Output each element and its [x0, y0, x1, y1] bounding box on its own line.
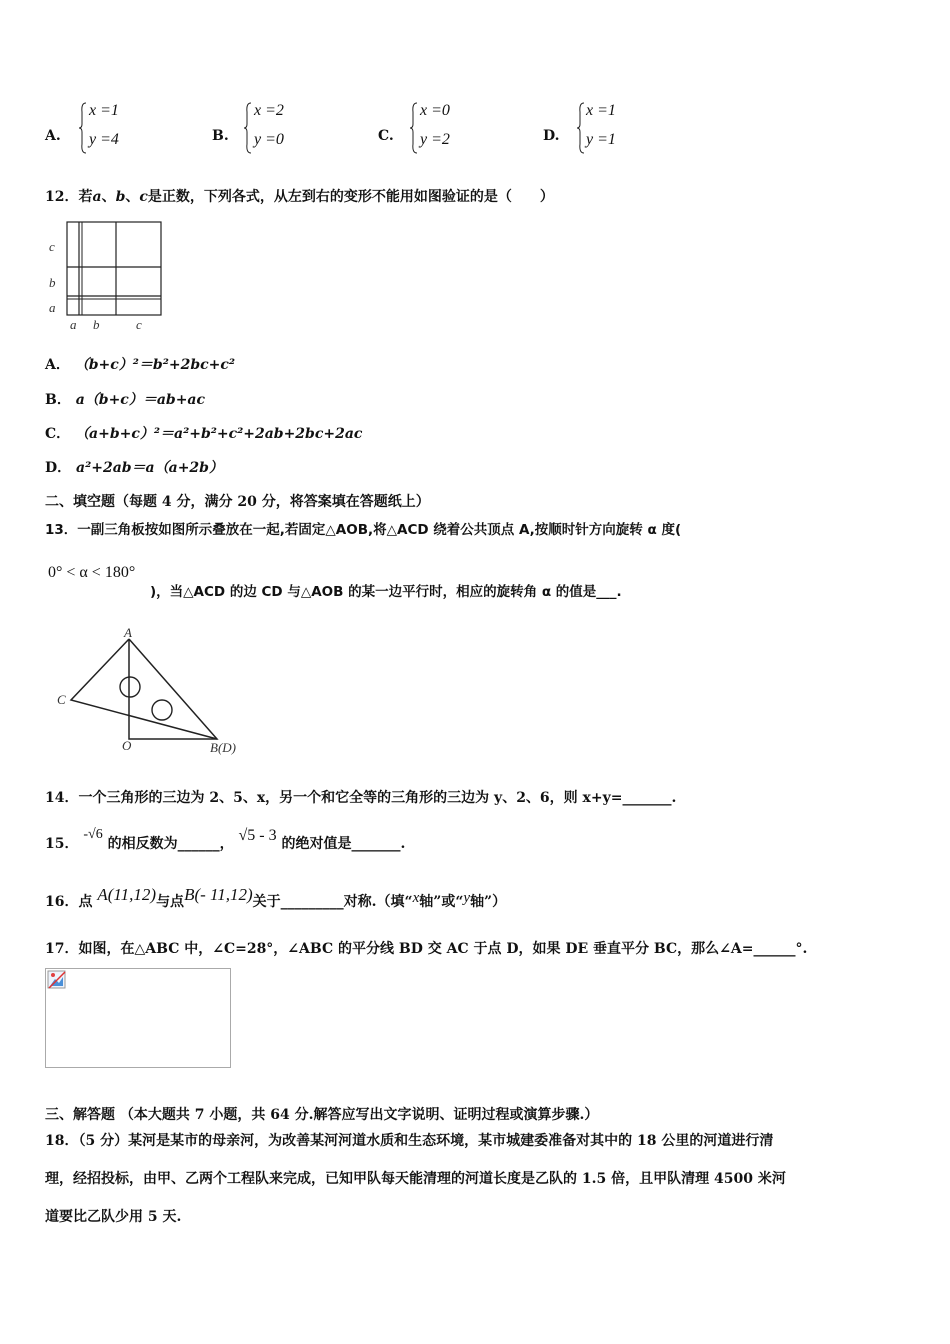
q14: 14．一个三角形的三边为 2、5、x，另一个和它全等的三角形的三边为 y、2、6，则 x+y=_______.	[45, 790, 677, 806]
q18-line-3: 道要比乙队少用 5 天.	[45, 1209, 182, 1225]
option-a-label: A.	[45, 128, 61, 144]
q12-stem: 12．若a、b、c是正数，下列各式，从左到右的变形不能用如图验证的是（ ）	[45, 189, 554, 205]
fig-label-b: b	[93, 317, 100, 332]
brace-icon	[577, 102, 585, 154]
q12-option-a: A． （b+c）²＝b²+2bc+c²	[45, 357, 236, 373]
option-c-x: x =0	[420, 102, 450, 119]
q13-triangle-figure	[55, 624, 255, 759]
fig-label-c: c	[136, 317, 142, 332]
fig-label-o: O	[122, 738, 132, 753]
q16: 16．点 A(11,12)与点B(- 11,12)关于_________对称.（填“x轴”或“y轴”）	[45, 885, 507, 910]
option-a-y: y =4	[89, 131, 119, 148]
section-3-heading: 三、解答题 （本大题共 7 小题，共 64 分.解答应写出文字说明、证明过程或演算步骤.）	[45, 1107, 599, 1123]
option-b-y: y =0	[254, 131, 284, 148]
q15-expr-2: √5 - 3	[238, 827, 277, 844]
brace-icon	[244, 102, 252, 154]
q12-option-b: B． a（b+c）＝ab+ac	[45, 392, 206, 408]
option-c-y: y =2	[420, 131, 450, 148]
q12-option-d: D． a²+2ab＝a（a+2b）	[45, 460, 223, 476]
q16-point-b: B(- 11,12)	[184, 885, 253, 904]
q17: 17．如图，在△ABC 中，∠C=28°，∠ABC 的平分线 BD 交 AC 于点 D，如果 DE 垂直平分 BC，那么∠A=______°.	[45, 941, 808, 957]
q12-option-c: C． （a+b+c）²＝a²+b²+c²+2ab+2bc+2ac	[45, 426, 363, 442]
q15-expr-1: -√6	[83, 827, 103, 842]
broken-image-icon	[47, 970, 67, 990]
option-b-x: x =2	[254, 102, 284, 119]
fig-label-a: a	[70, 317, 77, 332]
option-d-x: x =1	[586, 102, 616, 119]
q13-angle-range: 0° < α < 180°	[48, 564, 136, 581]
fig-label-c: C	[57, 692, 66, 707]
q15: 15． -√6 的相反数为______， √5 - 3 的绝对值是_______.	[45, 827, 406, 852]
fig-label-a: A	[124, 625, 132, 640]
brace-icon	[79, 102, 87, 154]
q13-line-1: 13．一副三角板按如图所示叠放在一起,若固定△AOB,将△ACD 绕着公共顶点 A,按顺时针方向旋转 α 度(	[45, 522, 682, 538]
fig-label-c: c	[49, 239, 55, 254]
q16-point-a: A(11,12)	[97, 885, 157, 904]
q12-grid-figure	[44, 216, 169, 336]
q17-image-placeholder	[45, 968, 231, 1068]
option-c-label: C.	[378, 128, 394, 144]
option-d-label: D.	[543, 128, 560, 144]
fig-label-b: b	[49, 275, 56, 290]
brace-icon	[410, 102, 418, 154]
q18-line-1: 18．（5 分）某河是某市的母亲河，为改善某河河道水质和生态环境，某市城建委准备对其中的 18 公里的河道进行清	[45, 1133, 774, 1149]
q18-line-2: 理，经招投标，由甲、乙两个工程队来完成，已知甲队每天能清理的河道长度是乙队的 1.5 倍，且甲队清理 4500 米河	[45, 1171, 786, 1187]
fig-label-a: a	[49, 300, 56, 315]
option-a-x: x =1	[89, 102, 119, 119]
q13-line-2: )，当△ACD 的边 CD 与△AOB 的某一边平行时，相应的旋转角 α 的值是___.	[150, 584, 622, 600]
option-b-label: B.	[212, 128, 229, 144]
fig-label-b-d: B(D)	[210, 740, 236, 755]
option-d-y: y =1	[586, 131, 616, 148]
section-2-heading: 二、填空题（每题 4 分，满分 20 分，将答案填在答题纸上）	[45, 494, 430, 510]
